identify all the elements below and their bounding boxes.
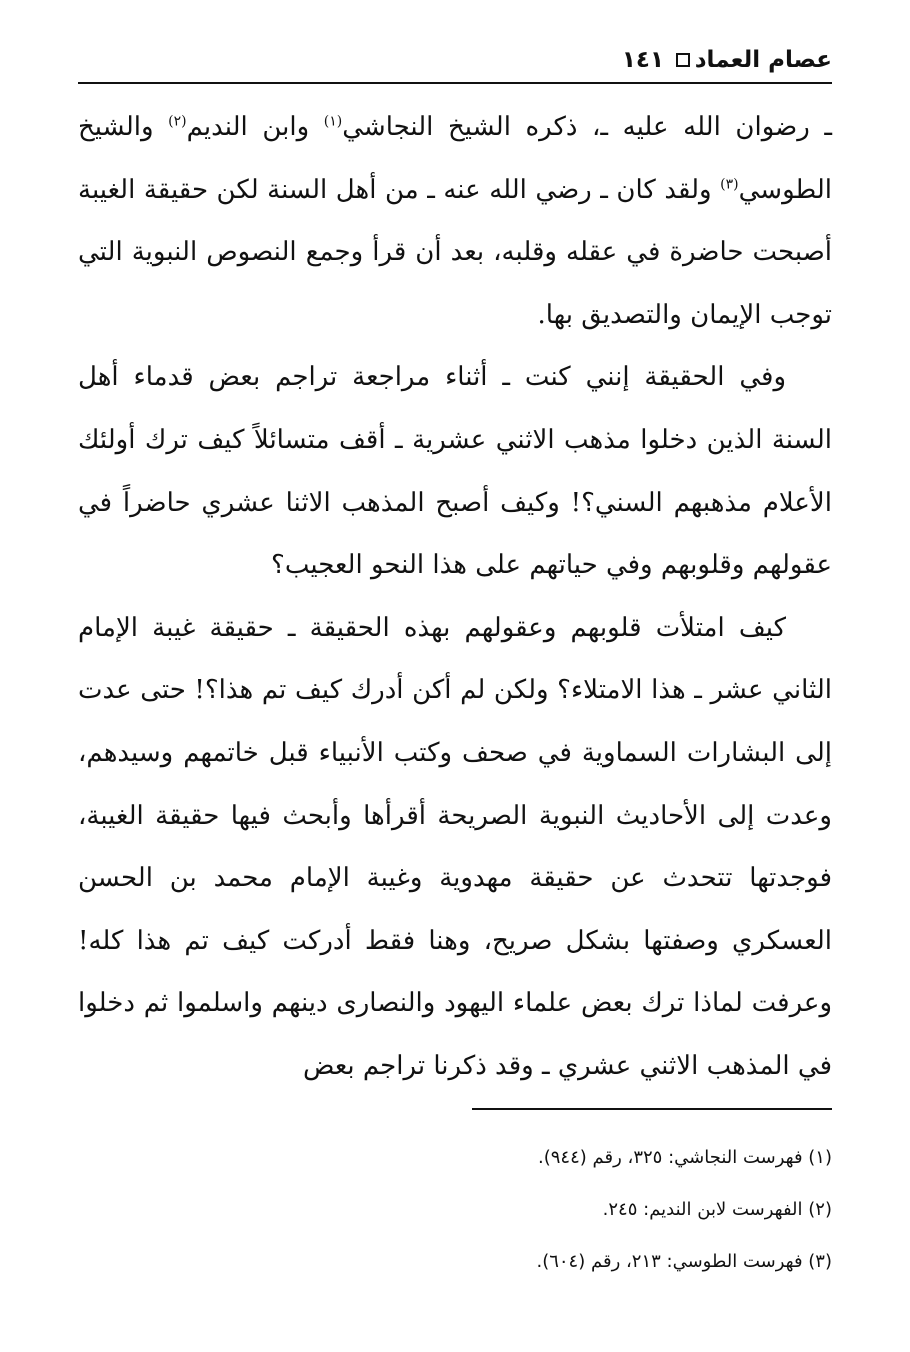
paragraph-1 bbox=[78, 96, 832, 346]
footnote-2: (٢) الفهرست لابن النديم: ٢٤٥. bbox=[602, 1199, 832, 1220]
footnote-ref-1: (١) bbox=[323, 113, 343, 130]
footnotes bbox=[78, 1132, 832, 1288]
text-segment: والشيخ الطوسي bbox=[78, 112, 832, 205]
footnote-separator bbox=[472, 1108, 832, 1110]
header-rule bbox=[78, 82, 832, 84]
footnote-1: (١) فهرست النجاشي: ٣٢٥، رقم (٩٤٤). bbox=[538, 1147, 832, 1168]
text-segment: كيف امتلأت قلوبهم وعقولهم بهذه الحقيقة ـ حقيقة غيبة الإمام الثاني عشر ـ هذا الامتلاء؟ ولكن لم أكن أدرك كيف تم هذا؟! حتى عدت إلى البشارات السماوية في صحف وكتب الأنبياء قبل خاتمهم وسيدهم، وعدت إلى الأحاديث النبوية الصريحة أقرأها وأبحث فيها حقيقة الغيبة، فوجدتها تتحدث عن حقيقة مهدوية وغيبة الإمام محمد بن الحسن العسكري وصفتها بشكل صريح، وهنا فقط أدركت كيف تم هذا كله! وعرفت لماذا ترك بعض علماء اليهود والنصارى دينهم واسلموا ثم دخلوا في المذهب الاثني عشري ـ وقد ذكرنا تراجم بعض bbox=[78, 612, 832, 1081]
text-segment: وفي الحقيقة إنني كنت ـ أثناء مراجعة تراجم بعض قدماء أهل السنة الذين دخلوا مذهب الاثني عشرية ـ أقف متسائلاً كيف ترك أولئك الأعلام مذهبهم السني؟! وكيف أصبح المذهب الاثنا عشري حاضراً في عقولهم وقلوبهم وفي حياتهم على هذا النحو العجيب؟ bbox=[78, 362, 832, 581]
body-text bbox=[78, 96, 832, 1098]
text-segment: وابن النديم bbox=[186, 112, 324, 142]
paragraph-3 bbox=[78, 597, 832, 1098]
running-title: عصام العماد bbox=[694, 47, 832, 73]
footnote-3: (٣) فهرست الطوسي: ٢١٣، رقم (٦٠٤). bbox=[536, 1251, 832, 1272]
square-separator-icon bbox=[676, 53, 690, 67]
paragraph-2 bbox=[78, 346, 832, 596]
footnote-ref-3: (٣) bbox=[720, 175, 739, 192]
footnote-ref-2: (٢) bbox=[168, 113, 187, 130]
page-number: ١٤١ bbox=[621, 47, 664, 73]
page-header bbox=[78, 40, 832, 84]
text-segment: ـ رضوان الله عليه ـ، ذكره الشيخ النجاشي bbox=[342, 112, 833, 142]
text-segment: ولقد كان ـ رضي الله عنه ـ من أهل السنة لكن حقيقة الغيبة أصبحت حاضرة في عقله وقلبه، بعد أن قرأ وجمع النصوص النبوية التي توجب الإيمان والتصديق بها. bbox=[78, 174, 832, 330]
